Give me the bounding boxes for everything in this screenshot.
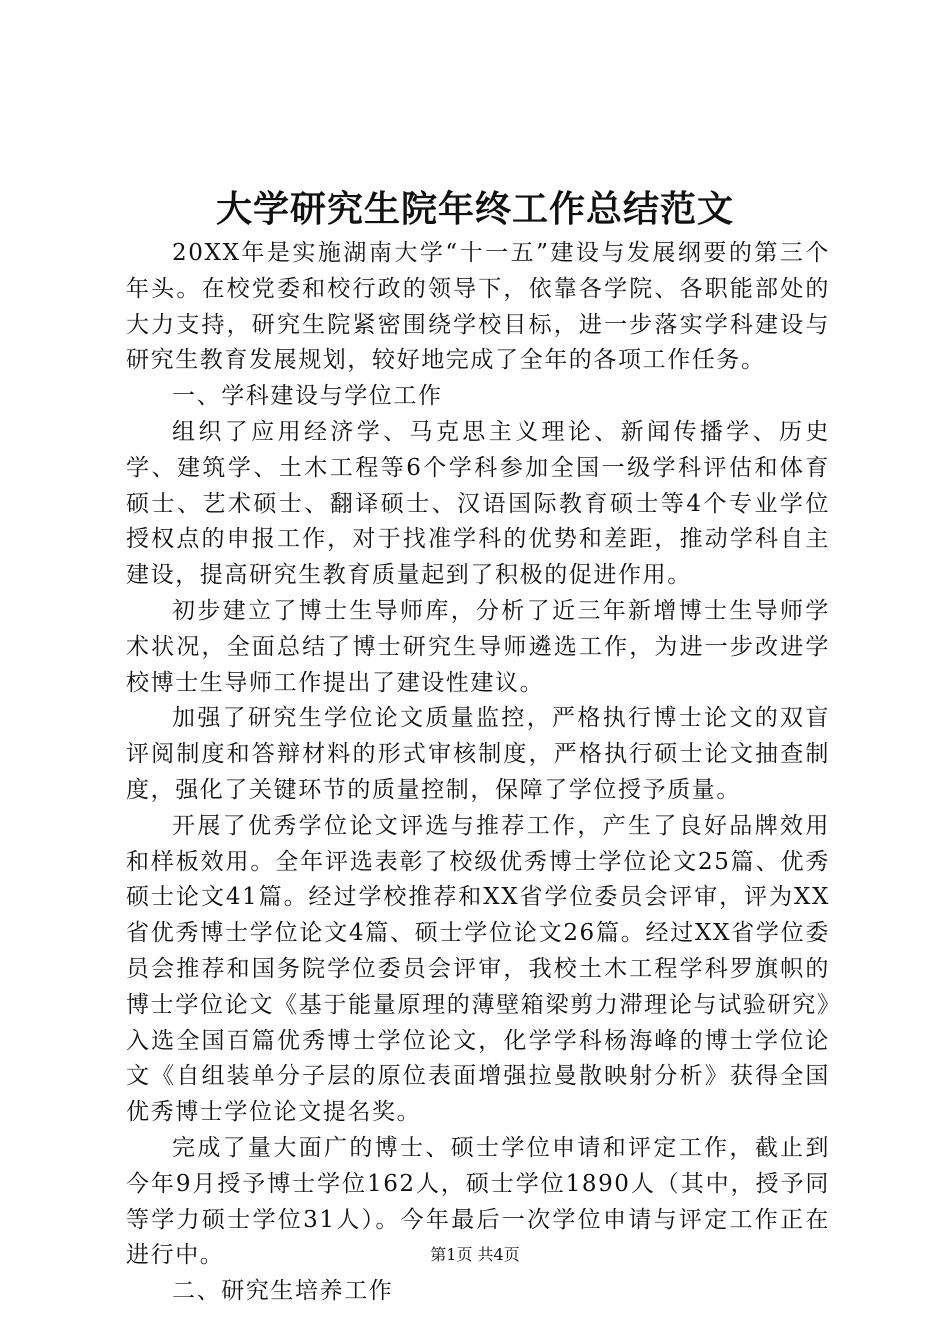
paragraph-degree-awarding: 完成了量大面广的博士、硕士学位申请和评定工作，截止到今年9月授予博士学位162人，硕士学位1890人（其中，授予同等学力硕士学位31人）。今年最后一次学位申请与评定工作正在进行中。 bbox=[126, 1134, 830, 1269]
paragraph-discipline-evaluation: 组织了应用经济学、马克思主义理论、新闻传播学、历史学、建筑学、土木工程等6个学科参加全国一级学科评估和体育硕士、艺术硕士、翻译硕士、汉语国际教育硕士等4个专业学位授权点的申报工作，对于找准学科的优势和差距，推动学科自主建设，提高研究生教育质量起到了积极的促进作用。 bbox=[126, 418, 830, 589]
page-footer: 第1页 共4页 bbox=[430, 1245, 520, 1264]
section-heading-2: 二、研究生培养工作 bbox=[172, 1278, 394, 1305]
document-body bbox=[126, 236, 830, 1310]
section-heading-1: 一、学科建设与学位工作 bbox=[172, 383, 443, 410]
paragraph-thesis-quality: 加强了研究生学位论文质量监控，严格执行博士论文的双盲评阅制度和答辩材料的形式审核制度，严格执行硕士论文抽查制度，强化了关键环节的质量控制，保障了学位授予质量。 bbox=[126, 705, 830, 803]
paragraph-excellent-thesis: 开展了优秀学位论文评选与推荐工作，产生了良好品牌效用和样板效用。全年评选表彰了校级优秀博士学位论文25篇、优秀硕士论文41篇。经过学校推荐和XX省学位委员会评审，评为XX省优秀博士学位论文4篇、硕士学位论文26篇。经过XX省学位委员会推荐和国务院学位委员会评审，我校土木工程学科罗旗帜的博士学位论文《基于能量原理的薄壁箱梁剪力滞理论与试验研究》入选全国百篇优秀博士学位论文，化学学科杨海峰的博士学位论文《自组装单分子层的原位表面增强拉曼散映射分析》获得全国优秀博士学位论文提名奖。 bbox=[126, 812, 830, 1126]
document-title: 大学研究生院年终工作总结范文 bbox=[215, 188, 734, 230]
paragraph-supervisor-pool: 初步建立了博士生导师库，分析了近三年新增博士生导师学术状况，全面总结了博士研究生导师遴选工作，为进一步改进学校博士生导师工作提出了建设性建议。 bbox=[126, 597, 830, 696]
paragraph-intro: 20XX年是实施湖南大学“十一五”建设与发展纲要的第三个年头。在校党委和校行政的领导下，依靠各学院、各职能部处的大力支持，研究生院紧密围绕学校目标，进一步落实学科建设与研究生教育发展规划，较好地完成了全年的各项工作任务。 bbox=[126, 240, 830, 374]
